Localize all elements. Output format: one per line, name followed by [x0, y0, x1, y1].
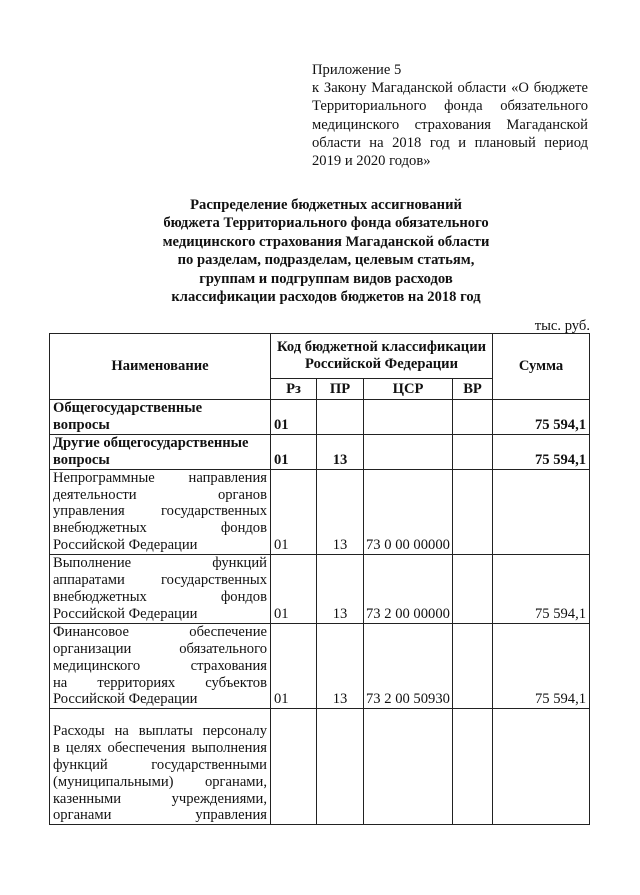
- header-pr: ПР: [317, 379, 364, 400]
- row-pr: 13: [317, 469, 364, 555]
- row-vr: [453, 709, 493, 825]
- row-sum: [493, 709, 590, 825]
- row-name: Общегосударственные вопросы: [50, 400, 271, 435]
- row-vr: [453, 400, 493, 435]
- row-csr: 73 2 00 50930: [364, 623, 453, 709]
- row-csr: [364, 400, 453, 435]
- row-pr: 13: [317, 555, 364, 624]
- row-rz: 01: [271, 623, 317, 709]
- header-name: Наименование: [50, 334, 271, 400]
- header-csr: ЦСР: [364, 379, 453, 400]
- table-row: [50, 469, 590, 555]
- appendix-line: медицинского страхования Магаданской: [312, 116, 588, 133]
- row-pr: 13: [317, 434, 364, 469]
- row-csr: 73 2 00 00000: [364, 555, 453, 624]
- header-sum: Сумма: [493, 334, 590, 400]
- title-line: классификации расходов бюджетов на 2018 год: [171, 289, 481, 306]
- row-sum: 75 594,1: [493, 623, 590, 709]
- units-label: тыс. руб.: [534, 318, 590, 334]
- appendix-note: [312, 61, 588, 170]
- row-pr: [317, 709, 364, 825]
- row-pr: 13: [317, 623, 364, 709]
- row-rz: 01: [271, 469, 317, 555]
- table-row: [50, 400, 590, 435]
- row-rz: 01: [271, 434, 317, 469]
- row-sum: 75 594,1: [493, 434, 590, 469]
- table-row: [50, 623, 590, 709]
- table-row: [50, 434, 590, 469]
- appendix-line: к Закону Магаданской области «О бюджете: [312, 80, 588, 97]
- row-sum: [493, 469, 590, 555]
- row-csr: [364, 709, 453, 825]
- appendix-line: Приложение 5: [312, 62, 402, 78]
- title-line: группам и подгруппам видов расходов: [199, 270, 453, 287]
- document-title: [60, 196, 592, 306]
- row-name: Расходы на выплаты персоналу в целях обеспечения выполнения функций государственными (муниципальными) органами, казенными учреждениями, органами управления: [50, 709, 271, 825]
- row-vr: [453, 623, 493, 709]
- row-name: Непрограммные направления деятельности органов управления государственных внебюджетных фондов Российской Федерации: [50, 469, 271, 555]
- title-line: бюджета Территориального фонда обязательного: [163, 215, 489, 232]
- header-code-group: Код бюджетной классификации Российской Федерации: [271, 334, 493, 379]
- row-vr: [453, 469, 493, 555]
- row-name: Другие общегосударственные вопросы: [50, 434, 271, 469]
- row-sum: 75 594,1: [493, 555, 590, 624]
- header-vr: ВР: [453, 379, 493, 400]
- row-name: Выполнение функций аппаратами государственных внебюджетных фондов Российской Федерации: [50, 555, 271, 624]
- title-line: Распределение бюджетных ассигнований: [190, 197, 462, 213]
- budget-table: [49, 333, 590, 825]
- row-csr: 73 0 00 00000: [364, 469, 453, 555]
- table-row: [50, 709, 590, 825]
- row-name: Финансовое обеспечение организации обязательного медицинского страхования на территориях субъектов Российской Федерации: [50, 623, 271, 709]
- header-rz: Рз: [271, 379, 317, 400]
- row-sum: 75 594,1: [493, 400, 590, 435]
- appendix-line: области на 2018 год и плановый период: [312, 134, 588, 151]
- row-vr: [453, 434, 493, 469]
- row-rz: 01: [271, 400, 317, 435]
- table-row: [50, 555, 590, 624]
- appendix-line: 2019 и 2020 годов»: [312, 153, 431, 170]
- row-csr: [364, 434, 453, 469]
- title-line: медицинского страхования Магаданской области: [162, 233, 490, 250]
- row-rz: 01: [271, 555, 317, 624]
- title-line: по разделам, подразделам, целевым статьям,: [177, 252, 475, 269]
- row-vr: [453, 555, 493, 624]
- row-rz: [271, 709, 317, 825]
- row-pr: [317, 400, 364, 435]
- appendix-line: Территориального фонда обязательного: [312, 98, 588, 115]
